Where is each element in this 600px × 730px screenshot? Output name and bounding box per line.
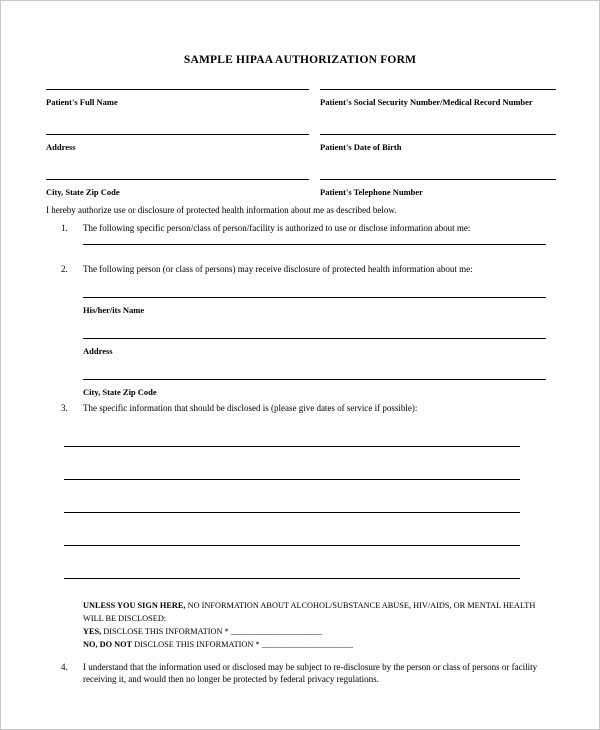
- item-1-number: 1.: [61, 223, 68, 233]
- item-2-text: The following person (or class of persons) may receive disclosure of protected health information about me:: [83, 264, 473, 274]
- write-in-line-3[interactable]: [64, 480, 520, 513]
- disclosure-warning-line-2: WILL BE DISCLOSED:: [83, 614, 167, 623]
- item-1-text: The following specific person/class of person/facility is authorized to use or disclose information about me:: [83, 223, 471, 233]
- patient-telephone-label: Patient's Telephone Number: [320, 187, 423, 197]
- authorization-statement: I hereby authorize use or disclosure of protected health information about me as described below.: [46, 205, 397, 215]
- item-4-number: 4.: [61, 662, 68, 672]
- item-2-number: 2.: [61, 264, 68, 274]
- patient-address-field[interactable]: [46, 134, 309, 179]
- item-3-number: 3.: [61, 403, 68, 413]
- form-title: SAMPLE HIPAA AUTHORIZATION FORM: [183, 54, 417, 66]
- recipient-city-state-zip-label: City, State Zip Code: [83, 387, 157, 397]
- patient-date-of-birth-label: Patient's Date of Birth: [320, 142, 402, 152]
- item-1-body: [83, 222, 554, 263]
- list-item-3: [46, 402, 554, 414]
- patient-info-section: [46, 89, 554, 204]
- item-2-body: [83, 263, 554, 402]
- disclosure-warning-rest: NO INFORMATION ABOUT ALCOHOL/SUBSTANCE ABUSE, HIV/AIDS, OR MENTAL HEALTH: [185, 601, 536, 610]
- recipient-address-label: Address: [83, 346, 113, 356]
- write-in-line-2[interactable]: [64, 447, 520, 480]
- patient-ssn-medical-record-field[interactable]: [320, 89, 556, 134]
- patient-full-name-label: Patient's Full Name: [46, 97, 118, 107]
- patient-telephone-field[interactable]: [320, 179, 556, 204]
- yes-write-in-blank[interactable]: ______________________: [230, 627, 323, 636]
- write-in-line-4[interactable]: [64, 513, 520, 546]
- recipient-address-field[interactable]: [83, 338, 546, 379]
- no-disclose-option: [83, 638, 554, 651]
- recipient-name-label: His/her/its Name: [83, 305, 145, 315]
- patient-full-name-field[interactable]: [46, 89, 309, 134]
- list-item-1: [46, 222, 554, 263]
- yes-disclose-option: [83, 625, 554, 638]
- patient-city-state-zip-field[interactable]: [46, 179, 309, 204]
- list-item-4: [46, 661, 554, 685]
- yes-disclose-text: DISCLOSE THIS INFORMATION *: [101, 627, 231, 636]
- patient-date-of-birth-field[interactable]: [320, 134, 556, 179]
- item-3-body: [83, 402, 554, 414]
- unless-you-sign-here-text: UNLESS YOU SIGN HERE,: [83, 601, 186, 610]
- authorized-person-write-in-line[interactable]: [83, 234, 546, 245]
- item-4-text: I understand that the information used or disclosed may be subject to re-disclosure by the person or class of persons or facility receiving it, and would then no longer be protected by federal privacy regulations.: [83, 662, 538, 684]
- write-in-line-5[interactable]: [64, 546, 520, 579]
- disclosure-warning-line-1: [83, 599, 554, 612]
- recipient-name-field[interactable]: [83, 297, 546, 338]
- no-do-not-label: NO, DO NOT: [83, 640, 133, 649]
- item-4-body: [83, 661, 554, 685]
- sensitive-info-disclosure-section: [83, 599, 554, 651]
- specific-information-write-in-area: [64, 414, 520, 579]
- write-in-line-1[interactable]: [64, 414, 520, 447]
- patient-address-label: Address: [46, 142, 76, 152]
- item-3-text: The specific information that should be disclosed is (please give dates of service if possible):: [83, 403, 418, 413]
- yes-label: YES,: [83, 627, 102, 636]
- list-item-2: [46, 263, 554, 402]
- no-disclose-text: DISCLOSE THIS INFORMATION *: [132, 640, 262, 649]
- recipient-city-state-zip-field[interactable]: [83, 379, 546, 402]
- no-write-in-blank[interactable]: ______________________: [261, 640, 353, 649]
- patient-ssn-medical-record-label: Patient's Social Security Number/Medical Record Number: [320, 97, 533, 107]
- patient-city-state-zip-label: City, State Zip Code: [46, 187, 120, 197]
